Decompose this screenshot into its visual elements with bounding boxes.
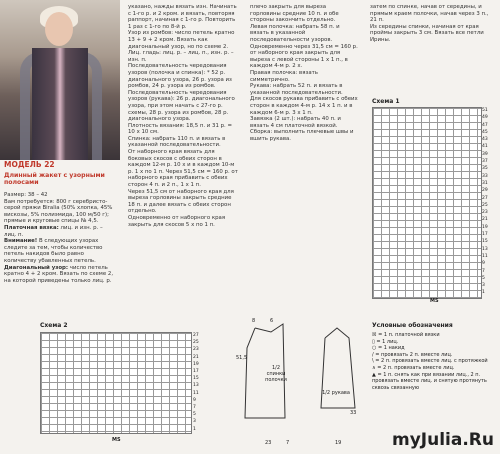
sewing-pattern xyxy=(225,318,365,448)
row-number: 21 xyxy=(193,354,199,360)
paragraph: Плотность вязания: 18,5 п. и 31 р. = 10 х 10 см. xyxy=(128,122,232,136)
legend-item: / = провязать 2 п. вместе лиц. xyxy=(372,351,453,358)
row-number: 13 xyxy=(193,383,199,389)
pattern-dim: 33 xyxy=(350,410,357,416)
instructions-column-5 xyxy=(370,4,496,44)
paragraph: плечо закрыть для выреза горловины средние 10 п. и обе стороны закончить отдельно. xyxy=(250,4,339,24)
row-number: 9 xyxy=(193,397,196,403)
row-number: 23 xyxy=(482,210,488,216)
materials-text: Вам потребуется: 800 г серебристо-серой пряжи Вiralia (50% хлопка, 45% вискозы, 5% полиэмида, 100 м/50 г); прямые и круговые спицы № 4,5. xyxy=(4,198,113,225)
row-number: 7 xyxy=(193,405,196,411)
row-number: 1 xyxy=(482,290,485,296)
paragraph: Рукава: набрать 52 п. и вязать в указанной последовательности. xyxy=(250,83,343,96)
row-number: 17 xyxy=(193,369,199,375)
paragraph: От наборного края вязать для боковых скосов с обеих сторон в каждом 12-м р. 10 х и в каждом 10-м р. 1 х по 1 п. Через 51,5 см = 160 р. от наборного края прибавить с обеих сторон 4 п. и 2 п., 1 х 1 п. xyxy=(128,149,238,189)
row-number: 51 xyxy=(482,108,488,113)
legend-item: ☒ = 1 п. платочной вязки xyxy=(372,332,440,338)
paragraph: Одновременно через 31,5 см = 160 р. от наборного края закрыть для выреза с левой стороны 1 х 1 п., в каждом 4-м р. 2 х. xyxy=(250,43,358,70)
pattern-dim: 7 xyxy=(286,440,290,446)
paragraph: Спинка: набрать 110 п. и вязать в указанной последовательности. xyxy=(128,135,226,149)
scheme-1-ms: MS xyxy=(430,298,439,304)
row-number: 25 xyxy=(482,202,488,208)
legend-item: ○ = 1 накид xyxy=(372,345,405,352)
model-subtitle: Длинный жакет с узорными полосами xyxy=(4,172,105,186)
row-number: 49 xyxy=(482,115,488,121)
row-number: 25 xyxy=(193,340,199,346)
row-number: 37 xyxy=(482,159,488,165)
row-number: 47 xyxy=(482,122,488,128)
paragraph: Лиц. гладь: лиц. р. – лиц. п., изн. р. – изн. п. xyxy=(128,50,234,63)
section-title: Внимание! xyxy=(4,238,38,245)
paragraph: Последовательность чередования узоров (рукава): 26 р. диагонального узора, при этом начать с 27-го р. схемы, 28 р. узора из ромбов, 28 р. диагонального узора. xyxy=(128,89,235,123)
face-shape xyxy=(45,12,73,46)
row-number: 7 xyxy=(482,268,485,274)
row-number: 3 xyxy=(193,419,196,425)
paragraph: Левая полочка: набрать 58 п. и вязать в указанной последовательности узоров. xyxy=(250,23,340,43)
legend-item: ∧ = 2 п. провязать вместе лиц. xyxy=(372,364,455,371)
legend-item: ▲ = 1 п. снять как при вязании лиц., 2 п. провязать вместе лиц. и снятую протянуть сквозь связанную xyxy=(372,371,487,391)
row-number: 21 xyxy=(482,217,488,223)
scheme-1-grid xyxy=(372,107,482,299)
scheme-1-row-numbers xyxy=(482,107,488,297)
specs-column xyxy=(4,192,114,284)
row-number: 29 xyxy=(482,188,488,194)
row-number: 45 xyxy=(482,129,488,135)
section-text: В следующих узорах следите за тем, чтобы количество петель накидов было равно количеству убавленных петель. xyxy=(4,238,103,264)
scheme-2-ms: MS xyxy=(112,437,121,443)
paragraph: Узор из ромбов: число петель кратно 13 + 9 + 2 кром. Вязать как диагональный узор, но по схеме 2. xyxy=(128,30,235,50)
pattern-dim: 19 xyxy=(335,440,342,446)
row-number: 11 xyxy=(193,390,199,396)
row-number: 39 xyxy=(482,151,488,157)
row-number: 15 xyxy=(193,376,199,382)
legend-item: \ = 2 п. провязать вместе лиц. с протяжкой xyxy=(372,358,488,365)
section-title: Платочная вязка: xyxy=(4,224,59,231)
row-number: 15 xyxy=(482,239,488,245)
row-number: 33 xyxy=(482,173,488,179)
size-text: Размер: 38 – 42 xyxy=(4,192,48,198)
row-number: 43 xyxy=(482,137,488,143)
row-number: 13 xyxy=(482,246,488,252)
model-number: МОДЕЛЬ 22 xyxy=(4,160,55,169)
row-number: 19 xyxy=(193,361,199,367)
instructions-column-2 xyxy=(128,4,238,228)
paragraph: Завязка (2 шт.): набрать 40 п. и вязать 4 см платочной вязкой. xyxy=(250,116,341,129)
row-number: 27 xyxy=(193,333,199,338)
pattern-dim: 6 xyxy=(270,318,274,324)
pattern-dim: 23 xyxy=(265,440,272,446)
legend-list xyxy=(372,332,496,391)
dress-shape xyxy=(32,48,88,160)
legend-title: Условные обозначения xyxy=(372,322,453,329)
scheme-2-grid xyxy=(40,332,192,434)
row-number: 31 xyxy=(482,180,488,186)
row-number: 17 xyxy=(482,232,488,238)
section-text: число петель кратно 4 + 2 кром. Вязать по схеме 2, на которой приведены только лиц. р. xyxy=(4,264,114,284)
paragraph: Через 51,5 см от наборного края для выреза горловины закрыть средние 18 п. и далее вязать с обеих сторон отдельно. xyxy=(128,188,234,215)
pattern-label-body: 1/2 спинки полочки xyxy=(265,365,287,383)
paragraph: указано, нажды вязать изн. Начинать с 1-го р. и 2 кром. и вязать, повторяя раппорт, начиная с 1-го р. Повторить 1 раз с 1-го по 8-й р. xyxy=(128,4,237,30)
scheme-2-row-numbers xyxy=(193,332,199,433)
paragraph: Последовательность чередования узоров (полочка и спинка): * 52 р. диагонального узора, 26 р. узора из ромбов, 24 р. узора из ромбов. xyxy=(128,63,232,90)
section-text: лиц. и изн. р. – лиц. п. xyxy=(4,224,103,238)
row-number: 9 xyxy=(482,261,485,267)
row-number: 35 xyxy=(482,166,488,172)
paragraph: Одновременно от наборного края закрыть для скосов 5 х по 1 п. xyxy=(128,215,226,228)
paragraph: Правая полочка: вязать симметрично. xyxy=(250,69,318,83)
section-title: Диагональный узор: xyxy=(4,264,69,271)
paragraph: Сборка: выполнить плечевые швы и вшить рукава. xyxy=(250,129,354,142)
pattern-dim: 8 xyxy=(252,318,256,324)
row-number: 41 xyxy=(482,144,488,150)
row-number: 23 xyxy=(193,347,199,353)
scheme-2-title: Схема 2 xyxy=(40,322,68,329)
paragraph: Из середины спинки, начиная от края проймы закрыть 3 см. Вязать все петли Ирины. xyxy=(370,23,484,43)
paragraph: затем по спинке, начав от середины, и прямым краем полочки, начав через 3 п., 21 п. xyxy=(370,4,489,24)
paragraph: Для скосов рукава прибавить с обеих сторон в каждом 4-м р. 14 х 1 п. и в каждом 6-м р. 3 х 1 п. xyxy=(250,96,358,116)
row-number: 5 xyxy=(482,275,485,281)
row-number: 5 xyxy=(193,412,196,418)
row-number: 1 xyxy=(193,426,196,432)
site-logo: myJulia.Ru xyxy=(392,430,494,450)
row-number: 3 xyxy=(482,283,485,289)
pattern-dim: 51,5 xyxy=(236,355,248,361)
row-number: 19 xyxy=(482,224,488,230)
row-number: 27 xyxy=(482,195,488,201)
scheme-1-title: Схема 1 xyxy=(372,98,400,105)
model-photo xyxy=(0,0,120,160)
pattern-label-sleeve: 1/2 рукава xyxy=(322,390,350,396)
instructions-column-4 xyxy=(250,4,358,142)
legend-item: ▯ = 1 лиц. xyxy=(372,338,399,345)
row-number: 11 xyxy=(482,253,488,259)
